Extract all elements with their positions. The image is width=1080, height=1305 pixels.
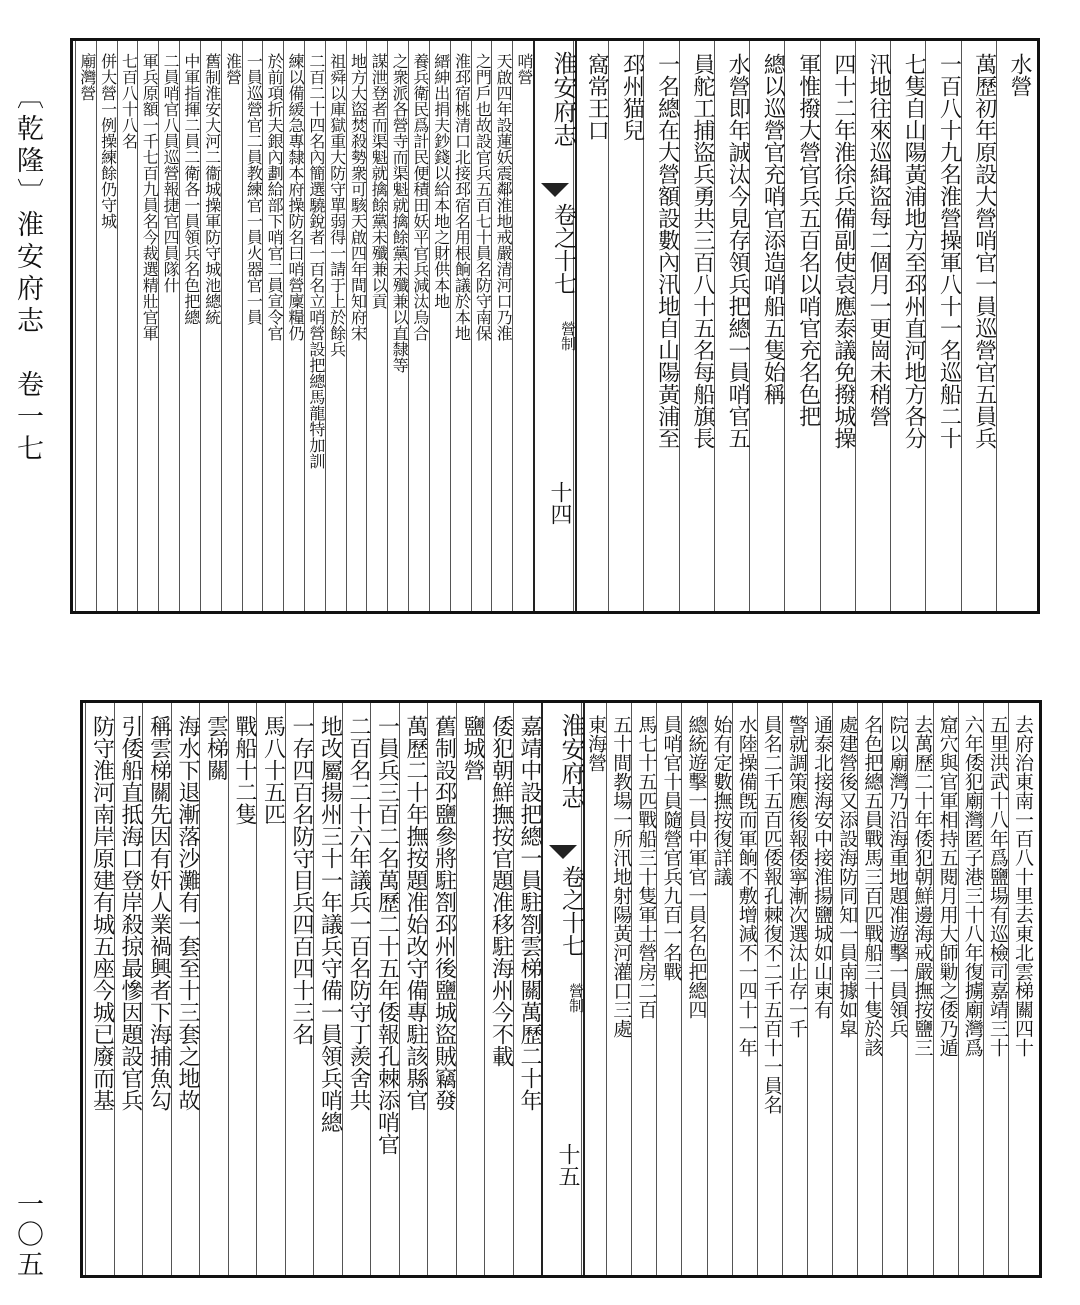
text-column [832, 703, 858, 1275]
text-column [857, 703, 883, 1275]
top-banner-folio: 十四 [547, 481, 572, 525]
text-column [142, 703, 172, 1275]
text-column [179, 41, 201, 611]
column-text: 七百八十八名 [119, 53, 139, 149]
column-text: 二百名二十六年議兵一百名防守丁羨舍共 [346, 715, 371, 1111]
text-column [513, 703, 543, 1275]
text-column [346, 41, 368, 611]
column-text: 於前項折夫銀內劃給部下哨官二員宣令官 [265, 53, 285, 341]
text-column [262, 41, 284, 611]
text-column [242, 41, 264, 611]
column-text: 鹽城營 [460, 715, 485, 781]
column-text: 引倭船直抵海口登岸殺掠最慘因題設官兵 [118, 715, 143, 1111]
text-column [96, 41, 118, 611]
column-text: 二百二十四名內簡選驍銳者一百名立哨營設把總馬龍特加訓 [306, 53, 326, 469]
column-text: 稱雲梯關先因有奸人業禍興者下海捕魚勾 [146, 715, 172, 1111]
text-column [782, 703, 808, 1275]
bottom-banner-folio: 十五 [555, 1143, 580, 1187]
column-text: 四十二年淮徐兵備副使袁應泰議免撥城操 [830, 53, 856, 449]
column-text: 名色把總五員戰馬三百匹戰船三十隻於該 [861, 715, 884, 1057]
column-text: 海水下退漸落沙灘有一套至十三套之地故 [175, 715, 200, 1111]
bottom-banner-section: 營制 [567, 983, 585, 1013]
column-text: 窩常王口 [584, 53, 610, 141]
column-text: 天啟四年設蓮妖震鄰淮地戒嚴清河口乃淮 [494, 53, 514, 341]
column-text: 淮邳宿桃清口北接邳宿名用根餉議於本地 [452, 53, 472, 341]
text-column [199, 703, 229, 1275]
text-column [283, 41, 305, 611]
text-column [85, 703, 115, 1275]
text-column [137, 41, 159, 611]
text-column [606, 703, 632, 1275]
text-column [679, 41, 715, 611]
column-text: 水營 [1006, 53, 1032, 97]
column-text: 萬歷初年原設大營哨官一員巡營官五員兵 [971, 53, 997, 449]
column-text: 練以備緩急專隸本府操防名曰哨營廩糧仍 [285, 53, 305, 341]
column-text: 通泰北接海安中接淮揚鹽城如山東有 [811, 715, 834, 1019]
text-column [171, 703, 201, 1275]
text-column [221, 41, 243, 611]
text-column [200, 41, 222, 611]
bottom-banner-chapter: 卷之十七 [558, 865, 584, 957]
column-text: 汛地往來巡緝盜每二個月一更崗未稍營 [866, 53, 892, 427]
text-column [907, 703, 933, 1275]
column-text: 院以廟灣乃沿海重地題准遊擊一員領兵 [886, 715, 909, 1038]
text-column [342, 703, 372, 1275]
top-fish-tail-mark [541, 183, 569, 197]
column-text: 廟灣營 [77, 53, 97, 101]
column-text: 雲梯關 [203, 715, 229, 781]
text-column [732, 703, 758, 1275]
column-text: 之門戶也故設官兵五百七十員名防守南保 [473, 53, 493, 341]
text-column [757, 703, 783, 1275]
column-text: 員名二千五百匹倭報孔棘復不二千五百十一員名 [760, 715, 783, 1114]
text-column [643, 41, 679, 611]
column-text: 一名總在大營額設數內汛地自山陽黃浦至 [654, 53, 680, 449]
text-column [784, 41, 820, 611]
text-column [996, 41, 1032, 611]
text-column [325, 41, 347, 611]
text-column [749, 41, 785, 611]
text-column [313, 703, 343, 1275]
text-column [631, 703, 657, 1275]
top-banner-center-column [533, 41, 577, 611]
column-text: 警就調策應後報倭寧漸次選汰止存一千 [785, 715, 808, 1038]
column-text: 哨營 [514, 53, 534, 85]
text-column [925, 41, 961, 611]
column-text: 萬歷二十年撫按題准始改守備專駐該縣官 [403, 715, 428, 1111]
column-text: 戰船十二隻 [232, 715, 257, 825]
text-column [484, 703, 514, 1275]
text-column [370, 703, 400, 1275]
column-text: 一員兵三百二名萬歷二十五年倭報孔棘添哨官 [374, 715, 400, 1155]
column-text: 一百八十九名淮營操軍八十一名巡船二十 [936, 53, 962, 449]
text-column [512, 41, 534, 611]
column-text: 水營即年誠汰今見存領兵把總一員哨官五 [725, 53, 751, 449]
text-column [75, 41, 97, 611]
text-column [256, 703, 286, 1275]
column-text: 去府治東南一百八十里去東北雲梯關四十 [1011, 715, 1034, 1057]
column-text: 軍惟撥大營官兵五百名以哨官充名色把 [795, 53, 821, 427]
text-column [820, 41, 856, 611]
column-text: 員舵工捕盜兵勇共三百八十五名每船旗長 [689, 53, 715, 449]
text-column [450, 41, 472, 611]
column-text: 五十間教場一所汛地射陽黃河灌口三處 [610, 715, 633, 1038]
text-column [890, 41, 926, 611]
text-column [429, 41, 451, 611]
margin-book-title: 〔乾隆〕淮安府志 卷一七 [12, 82, 43, 466]
column-text: 六年倭犯廟灣匿子港三十八年復擄廟灣爲 [961, 715, 984, 1057]
column-text: 員哨官十員隨營官兵九百一名戰 [660, 715, 683, 981]
column-text: 窟穴與官軍相持五閱月用大師勦之倭乃遁 [936, 715, 959, 1057]
column-text: 馬八十五匹 [260, 715, 286, 825]
text-column [427, 703, 457, 1275]
text-column [608, 41, 644, 611]
column-text: 嘉靖中設把總一員駐劄雲梯關萬歷二十年 [517, 715, 542, 1111]
text-column [114, 703, 144, 1275]
text-column [387, 41, 409, 611]
margin-folio-number: 一〇五 [12, 1190, 43, 1280]
column-text: 二員哨官八員巡營報捷官四員隊什 [161, 53, 181, 293]
column-text: 水陸操備旣而軍餉不敷增減不一四十一年 [735, 715, 758, 1057]
text-column [399, 703, 429, 1275]
text-column [983, 703, 1009, 1275]
column-text: 五里洪武十八年爲鹽場有巡檢司嘉靖三十 [986, 715, 1009, 1057]
column-text: 一存四百名防守目兵四百四十三名 [289, 715, 314, 1045]
column-text: 七隻自山陽黃浦地方至邳州直河地方各分 [901, 53, 927, 449]
text-column [882, 703, 908, 1275]
column-text: 防守淮河南岸原建有城五座今城已廢而基 [89, 715, 115, 1111]
column-text: 淮營 [223, 53, 243, 85]
column-text: 去萬歷二十年倭犯朝鮮邊海戒嚴撫按鹽三 [911, 715, 934, 1057]
text-column [158, 41, 180, 611]
column-text: 邳州猫兒 [619, 53, 645, 141]
text-column [304, 41, 326, 611]
column-text: 總以巡營官充哨官添造哨船五隻始稱 [760, 53, 786, 405]
column-text: 地改屬揚州三十一年議兵守備一員領兵哨總 [317, 715, 343, 1133]
page-top-scan [70, 38, 1040, 614]
text-column [807, 703, 833, 1275]
text-column [471, 41, 493, 611]
page-bottom-scan [80, 700, 1042, 1278]
text-column [228, 703, 258, 1275]
bottom-banner-book-title: 淮安府志 [557, 713, 585, 809]
column-text: 倭犯朝鮮撫按官題准移駐海州今不載 [488, 715, 514, 1067]
column-text: 軍兵原額一千七百九員名今裁選精壯官軍 [140, 53, 160, 341]
text-column [573, 41, 609, 611]
text-column [366, 41, 388, 611]
column-text: 東海營 [585, 715, 608, 772]
column-text: 馬七十五匹戰船三十隻軍士營房二百 [635, 715, 658, 1019]
text-column [933, 703, 959, 1275]
column-text: 之衆派各營寺而渠魁就擒餘黨未殲兼以直隸等 [390, 53, 410, 373]
text-column [855, 41, 891, 611]
text-column [491, 41, 513, 611]
column-text: 一員巡營官二員教練官一員火器官一員 [244, 53, 264, 325]
column-text: 謀泄登者而渠魁就擒餘黨未殲兼以貢 [369, 53, 389, 309]
text-column [681, 703, 707, 1275]
bottom-banner-center-column [541, 703, 585, 1275]
column-text: 中軍指揮二員二衛各一員領兵名色把總 [181, 53, 201, 325]
top-banner-book-title: 淮安府志 [549, 51, 577, 147]
text-column [961, 41, 997, 611]
column-text: 併大營一例操練餘仍守城 [98, 53, 118, 229]
text-column [408, 41, 430, 611]
text-column [958, 703, 984, 1275]
text-column [117, 41, 139, 611]
column-text: 縉紳出捐夫鈔錢以給本地之財供本地 [431, 53, 451, 309]
column-text: 祖舜以庫獄重大防守單弱得一請于上於餘兵 [327, 53, 347, 357]
column-text: 舊制淮安大河二衞城操軍防守城池總統 [202, 53, 222, 325]
bottom-fish-tail-mark [549, 845, 577, 859]
column-text: 處建營後又添設海防同知一員南據如皐 [836, 715, 859, 1038]
column-text: 養兵衛民爲計民便積田妖平官兵減汰烏合 [410, 53, 430, 341]
column-text: 總統遊擊一員中軍官一員名色把總四 [685, 715, 708, 1019]
text-column [714, 41, 750, 611]
text-column [1008, 703, 1034, 1275]
text-column [456, 703, 486, 1275]
text-column [656, 703, 682, 1275]
top-banner-section: 營制 [559, 321, 577, 351]
column-text: 始有定數撫按復詳議 [710, 715, 733, 886]
column-text: 地方大盜焚殺勢衆可駭天啟四年間知府宋 [348, 53, 368, 341]
text-column [285, 703, 315, 1275]
text-column [707, 703, 733, 1275]
column-text: 舊制設邳鹽參將駐劄邳州後鹽城盜賊竊發 [431, 715, 457, 1111]
top-banner-chapter: 卷之十七 [550, 203, 576, 295]
